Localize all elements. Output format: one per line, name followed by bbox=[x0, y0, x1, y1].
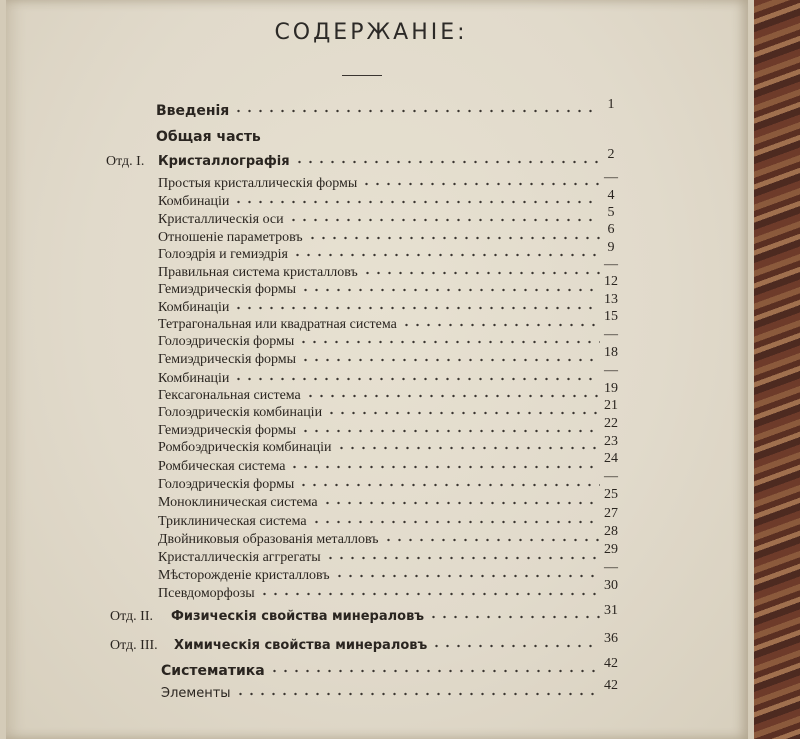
dot-leader bbox=[401, 320, 600, 330]
dot-leader bbox=[300, 426, 600, 436]
toc-label: Голоэдрическія комбинаціи bbox=[158, 405, 323, 420]
toc-page-number: 13 bbox=[604, 292, 618, 307]
toc-page-number: 9 bbox=[607, 240, 615, 255]
toc-page-number: 30 bbox=[604, 578, 618, 593]
dot-leader bbox=[298, 480, 600, 490]
dot-leader bbox=[428, 612, 600, 622]
toc-entry[interactable] bbox=[158, 458, 606, 476]
toc-page-number: 2 bbox=[607, 147, 615, 162]
toc-entry[interactable] bbox=[158, 531, 606, 549]
toc-entry[interactable] bbox=[158, 494, 606, 512]
dot-leader bbox=[326, 408, 600, 418]
toc-page-number: 19 bbox=[604, 381, 618, 396]
toc-entry[interactable] bbox=[158, 175, 606, 193]
toc-entry-otd3[interactable] bbox=[174, 637, 606, 655]
toc-entry[interactable] bbox=[158, 246, 606, 264]
toc-label: Гемиэдрическія формы bbox=[158, 282, 297, 297]
toc-page-number: 36 bbox=[604, 631, 618, 646]
dot-leader bbox=[298, 337, 600, 347]
toc-entry-vvedenie[interactable] bbox=[156, 102, 606, 120]
toc-page-number: 28 bbox=[604, 524, 618, 539]
toc-entry[interactable] bbox=[158, 370, 606, 388]
toc-entry[interactable] bbox=[158, 333, 606, 351]
toc-entry[interactable] bbox=[158, 229, 606, 247]
dot-leader bbox=[259, 589, 600, 599]
dot-leader bbox=[300, 285, 600, 295]
dot-leader bbox=[311, 517, 600, 527]
dot-leader bbox=[233, 303, 600, 313]
toc-entry[interactable] bbox=[158, 281, 606, 299]
toc-entry[interactable] bbox=[158, 422, 606, 440]
toc-label: Голоэдрія и гемиэдрія bbox=[158, 247, 288, 262]
dot-leader bbox=[233, 374, 600, 384]
toc-label: Простыя кристаллическія формы bbox=[158, 176, 358, 191]
toc-entry[interactable] bbox=[158, 567, 606, 585]
dot-leader bbox=[300, 355, 600, 365]
toc-label: Триклиническая система bbox=[158, 514, 307, 529]
toc-label: Введенія bbox=[156, 103, 230, 119]
toc-label: Физическія свойства минераловъ bbox=[171, 609, 425, 624]
toc-page-number: 5 bbox=[607, 205, 615, 220]
dot-leader bbox=[233, 106, 600, 116]
dot-leader bbox=[305, 391, 600, 401]
dot-leader bbox=[325, 553, 600, 563]
title-rule bbox=[342, 75, 382, 76]
dot-leader bbox=[233, 197, 600, 207]
toc-page-number: 23 bbox=[604, 434, 618, 449]
dot-leader bbox=[307, 233, 600, 243]
toc-label: Гемиэдрическія формы bbox=[158, 423, 297, 438]
toc-label: Комбинаціи bbox=[158, 300, 230, 315]
toc-label: Правильная система кристалловъ bbox=[158, 265, 358, 280]
toc-page-number: 1 bbox=[607, 97, 615, 112]
toc-section-prefix: Отд. II. bbox=[110, 609, 153, 624]
toc-entry-sistematika[interactable] bbox=[161, 662, 606, 680]
toc-page-number: 6 bbox=[607, 222, 615, 237]
dot-leader bbox=[361, 179, 600, 189]
toc-label: Гексагональная система bbox=[158, 388, 301, 403]
dot-leader bbox=[288, 215, 600, 225]
toc-label: Двойниковыя образованія металловъ bbox=[158, 532, 379, 547]
toc-label: Кристаллографія bbox=[158, 154, 290, 169]
dot-leader bbox=[289, 462, 600, 472]
toc-label: Комбинаціи bbox=[158, 371, 230, 386]
toc-page-number: 42 bbox=[604, 678, 618, 693]
toc-entry[interactable] bbox=[158, 404, 606, 422]
toc-page-number: 18 bbox=[604, 345, 618, 360]
toc-page-number: 29 bbox=[604, 542, 618, 557]
toc-label: Систематика bbox=[161, 663, 265, 679]
toc-page-number: 27 bbox=[604, 506, 618, 521]
toc-page-number: 25 bbox=[604, 487, 618, 502]
toc-page-number: 42 bbox=[604, 656, 618, 671]
toc-entry-otd2[interactable] bbox=[171, 608, 606, 626]
toc-heading-obshchaya bbox=[156, 128, 456, 146]
toc-label: Моноклиническая система bbox=[158, 495, 318, 510]
dot-leader bbox=[269, 666, 600, 676]
toc-page-number: 21 bbox=[604, 398, 618, 413]
dot-leader bbox=[322, 498, 600, 508]
toc-entry[interactable] bbox=[158, 513, 606, 531]
toc-label: Тетрагональная или квадратная система bbox=[158, 317, 397, 332]
toc-entry[interactable] bbox=[158, 316, 606, 334]
dot-leader bbox=[294, 157, 600, 167]
toc-entry-elementy[interactable] bbox=[161, 685, 606, 703]
toc-label: Комбинаціи bbox=[158, 194, 230, 209]
toc-entry[interactable] bbox=[158, 476, 606, 494]
toc-label: Химическія свойства минераловъ bbox=[174, 638, 428, 653]
book-cover-edge bbox=[752, 0, 800, 739]
toc-page-number: 31 bbox=[604, 603, 618, 618]
toc-label: Гемиэдрическія формы bbox=[158, 352, 297, 367]
dot-leader bbox=[336, 443, 600, 453]
toc-page-number: — bbox=[604, 560, 618, 575]
toc-label: Общая часть bbox=[156, 129, 261, 145]
dot-leader bbox=[431, 641, 600, 651]
toc-label: Ромбическая система bbox=[158, 459, 286, 474]
toc-entry[interactable] bbox=[158, 549, 606, 567]
toc-label: Голоэдрическія формы bbox=[158, 477, 295, 492]
toc-label: Ромбоэдрическія комбинаціи bbox=[158, 440, 332, 455]
dot-leader bbox=[235, 689, 600, 699]
toc-label: Элементы bbox=[161, 686, 231, 701]
toc-page-number: 15 bbox=[604, 309, 618, 324]
toc-page-number: — bbox=[604, 170, 618, 185]
toc-entry[interactable] bbox=[158, 387, 606, 405]
toc-entry[interactable] bbox=[158, 299, 606, 317]
toc-label: Кристаллическія оси bbox=[158, 212, 284, 227]
toc-entry[interactable] bbox=[158, 264, 606, 282]
toc-page-number: 12 bbox=[604, 274, 618, 289]
toc-page-number: 22 bbox=[604, 416, 618, 431]
toc-entry[interactable] bbox=[158, 211, 606, 229]
toc-section-prefix: Отд. I. bbox=[106, 154, 145, 169]
dot-leader bbox=[362, 268, 600, 278]
toc-page-number: 24 bbox=[604, 451, 618, 466]
toc-entry[interactable] bbox=[158, 351, 606, 369]
toc-page-number: — bbox=[604, 363, 618, 378]
toc-entry[interactable] bbox=[158, 193, 606, 211]
toc-page-number: — bbox=[604, 257, 618, 272]
toc-section-prefix: Отд. III. bbox=[110, 638, 158, 653]
page-title: СОДЕРЖАНІЕ: bbox=[274, 20, 468, 45]
toc-page-number: — bbox=[604, 469, 618, 484]
dot-leader bbox=[292, 250, 600, 260]
toc-label: Псевдоморфозы bbox=[158, 586, 255, 601]
toc-entry[interactable] bbox=[158, 439, 606, 457]
toc-label: Голоэдрическія формы bbox=[158, 334, 295, 349]
toc-entry-otd1[interactable] bbox=[158, 153, 606, 171]
dot-leader bbox=[334, 571, 600, 581]
toc-label: Мѣсторожденіе кристалловъ bbox=[158, 568, 330, 583]
toc-entry[interactable] bbox=[158, 585, 606, 603]
toc-page-number: — bbox=[604, 327, 618, 342]
book-page bbox=[6, 0, 748, 739]
toc-label: Кристаллическія аггрегаты bbox=[158, 550, 321, 565]
toc-page-number: 4 bbox=[607, 188, 615, 203]
dot-leader bbox=[383, 535, 600, 545]
toc-label: Отношеніе параметровъ bbox=[158, 230, 303, 245]
